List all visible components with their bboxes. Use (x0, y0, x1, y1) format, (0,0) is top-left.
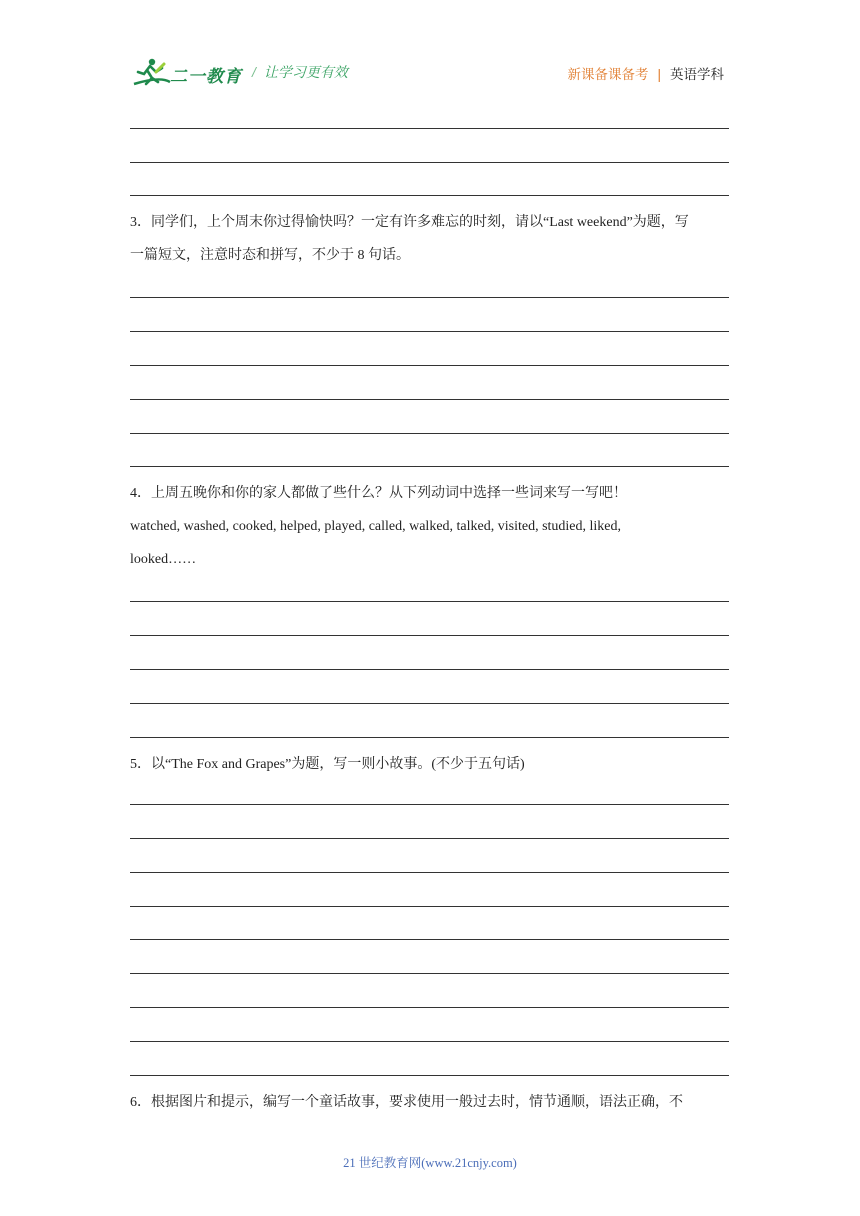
question-4-line-3: looked…… (130, 552, 197, 567)
slogan (252, 62, 348, 82)
answer-line (130, 838, 729, 839)
answer-line (130, 703, 729, 704)
answer-line (130, 331, 729, 332)
page-footer: 21 世纪教育网(www.21cnjy.com) (343, 1156, 517, 1170)
answer-line (130, 128, 729, 129)
brand-name: 二一教育 (170, 67, 242, 86)
question-6-line-1: 6．根据图片和提示，编写一个童话故事，要求使用一般过去时，情节通顺，语法正确，不 (130, 1095, 683, 1110)
answer-line (130, 939, 729, 940)
answer-line (130, 973, 729, 974)
answer-line (130, 399, 729, 400)
header-course-label: 新课备课备考 (567, 67, 649, 82)
answer-line (130, 1041, 729, 1042)
question-4 (130, 477, 730, 576)
slogan-text: 让学习更有效 (263, 64, 348, 80)
answer-line (130, 1007, 729, 1008)
answer-line (130, 872, 729, 873)
answer-line (130, 162, 729, 163)
question-4-line-2: watched, washed, cooked, helped, played, called, walked, talked, visited, studied, liked, (130, 519, 622, 534)
answer-line (130, 297, 729, 298)
question-6 (130, 1086, 730, 1119)
answer-line (130, 466, 729, 467)
answer-line (130, 365, 729, 366)
answer-line (130, 906, 729, 907)
answer-line (130, 635, 729, 636)
answer-line (130, 737, 729, 738)
header-subject (567, 63, 724, 83)
question-3-line-2: 一篇短文，注意时态和拼写，不少于 8 句话。 (130, 248, 410, 263)
question-5 (130, 748, 730, 781)
header-subject-label: 英语学科 (670, 67, 724, 82)
page-header (0, 0, 860, 100)
answer-line (130, 669, 729, 670)
question-3 (130, 206, 730, 272)
answer-line (130, 433, 729, 434)
question-3-line-1: 3．同学们，上个周末你过得愉快吗？一定有许多难忘的时刻，请以“Last weekend”为题，写 (130, 215, 689, 230)
question-5-line-1: 5．以“The Fox and Grapes”为题，写一则小故事。(不少于五句话) (130, 757, 525, 772)
answer-line (130, 1075, 729, 1076)
question-4-line-1: 4．上周五晚你和你的家人都做了些什么？从下列动词中选择一些词来写一写吧！ (130, 486, 627, 501)
answer-line (130, 804, 729, 805)
header-separator: | (657, 67, 661, 82)
slogan-separator: / (252, 64, 256, 80)
answer-line (130, 195, 729, 196)
answer-line (130, 601, 729, 602)
